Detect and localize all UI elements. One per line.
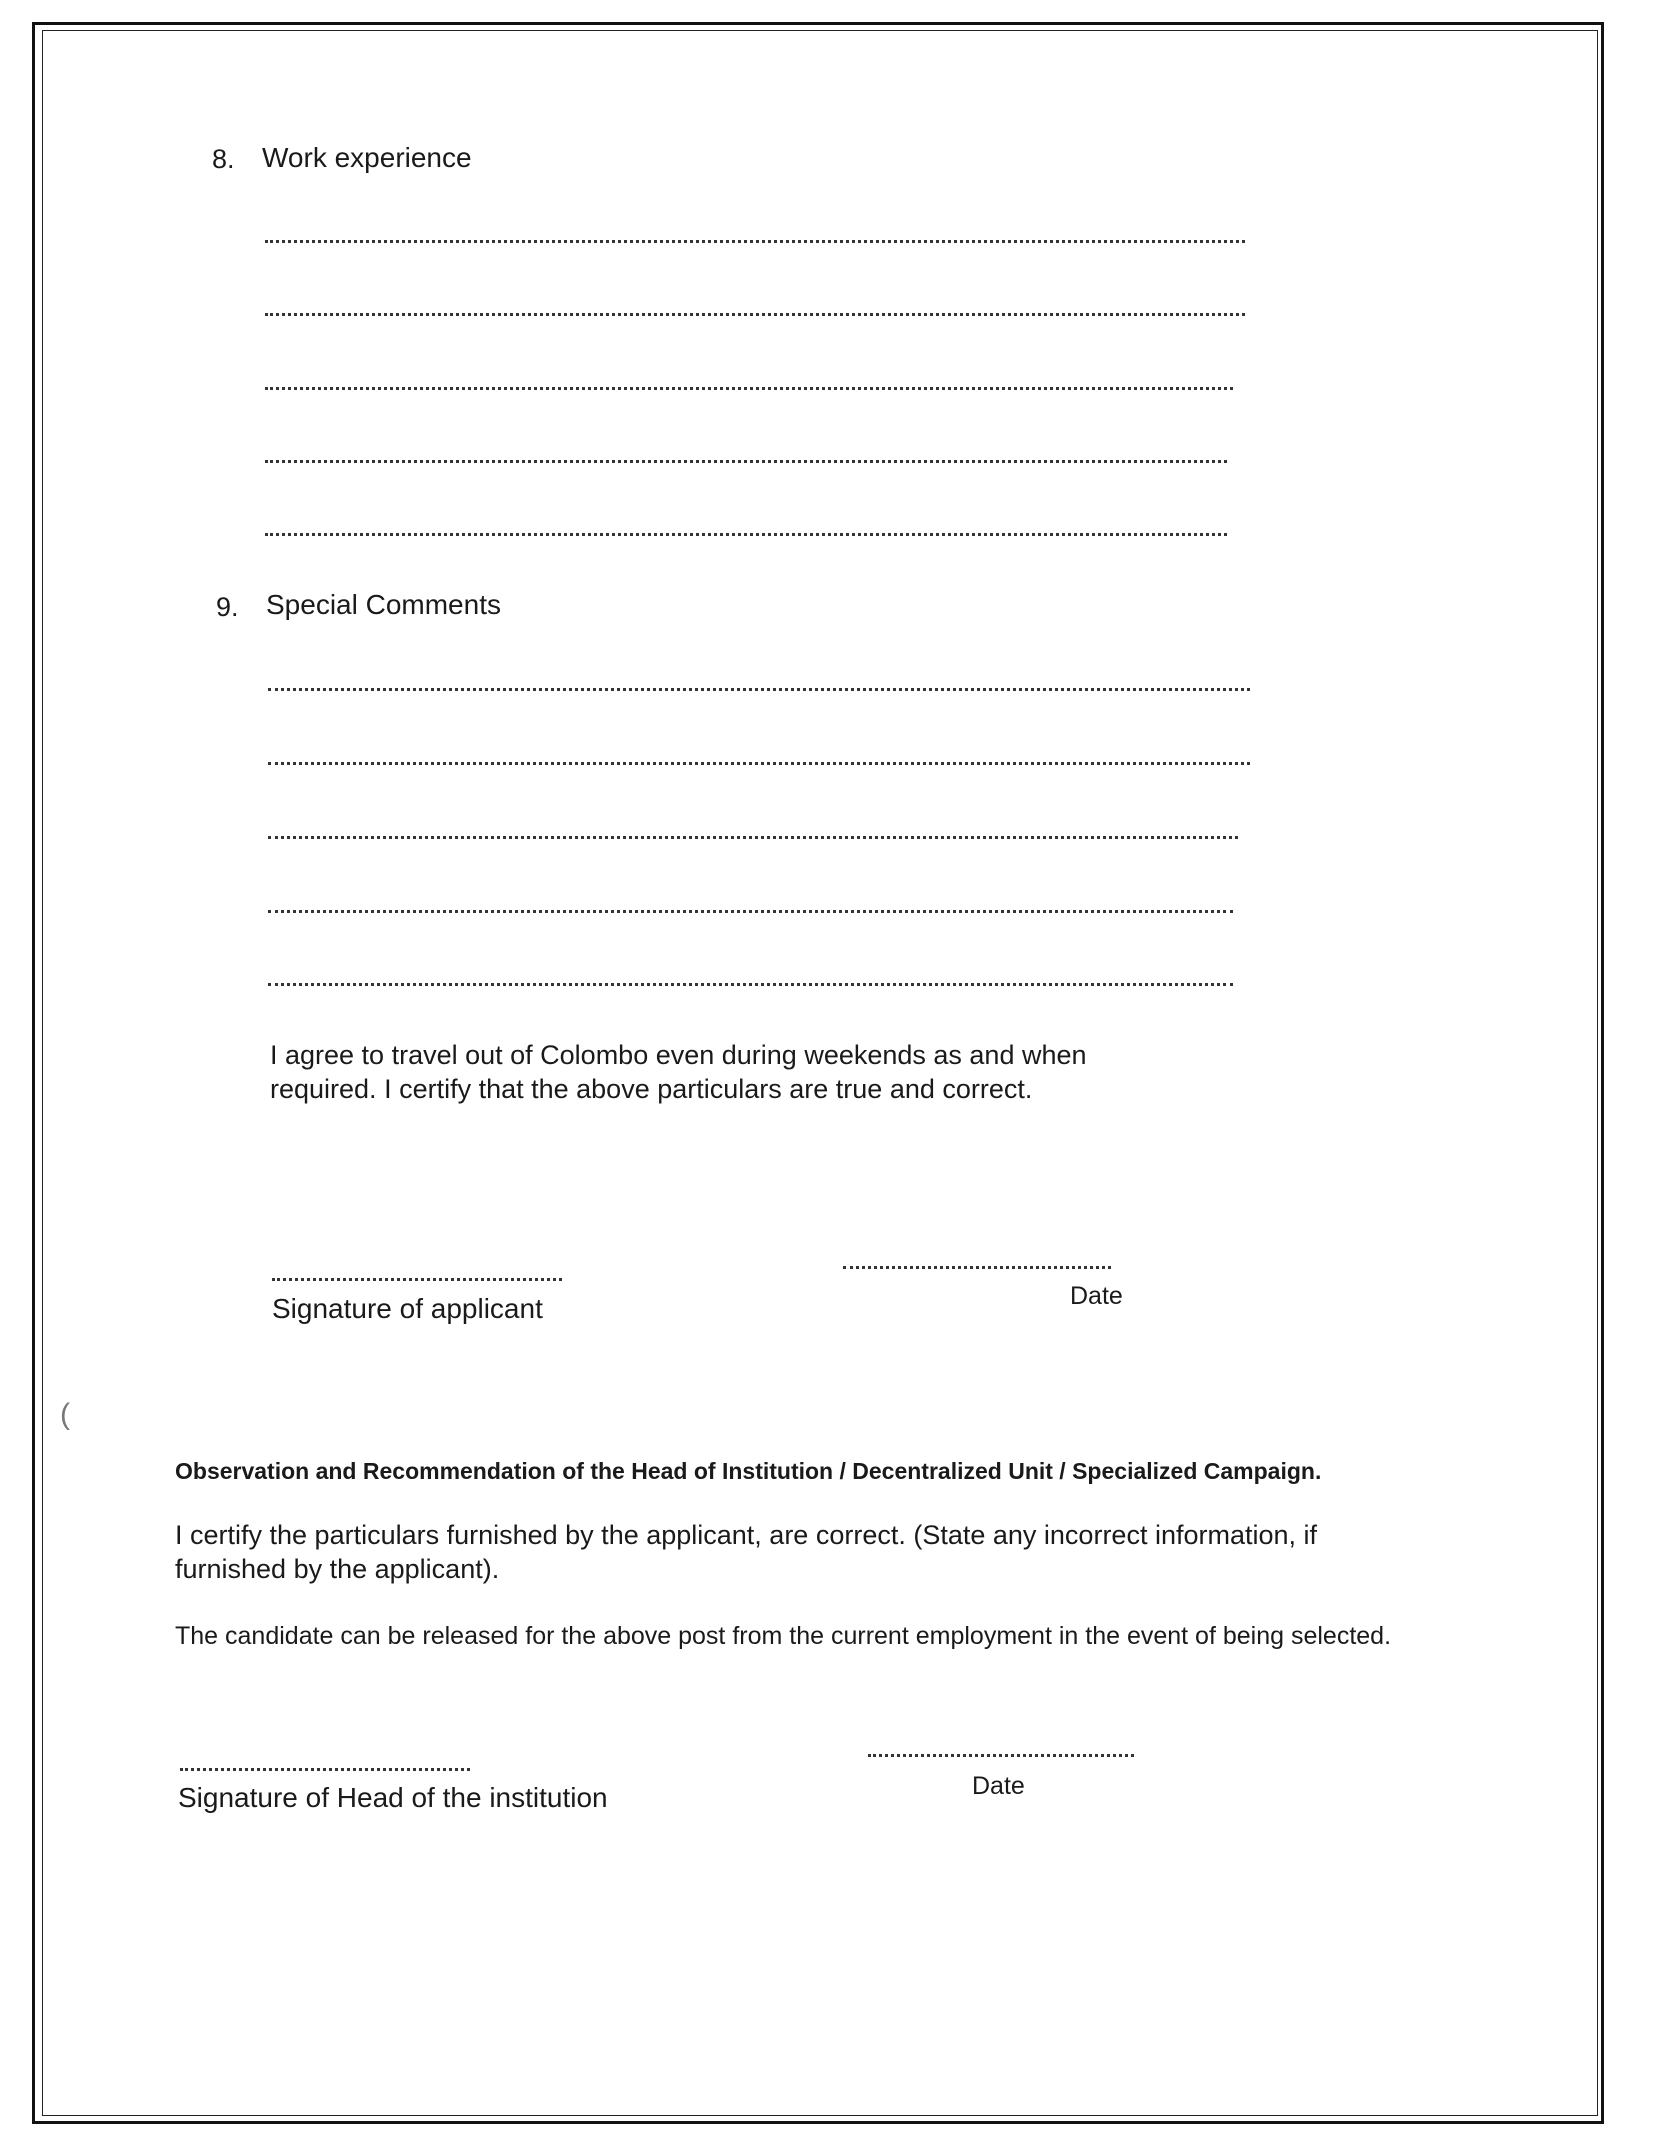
applicant-signature-field[interactable] (272, 1278, 562, 1281)
work-experience-line-4[interactable] (265, 460, 1227, 463)
special-comments-line-3[interactable] (268, 836, 1238, 839)
work-experience-line-3[interactable] (265, 387, 1233, 390)
section-8-number: 8. (212, 144, 235, 174)
section-8-title: Work experience (262, 142, 472, 173)
declaration-line-2: required. I certify that the above particulars are true and correct. (270, 1074, 1033, 1104)
special-comments-line-1[interactable] (268, 688, 1250, 691)
head-certify-line-1: I certify the particulars furnished by the applicant, are correct. (State any incorrect information, if (175, 1520, 1318, 1550)
section-9-title: Special Comments (266, 589, 501, 620)
applicant-date-field[interactable] (843, 1266, 1111, 1269)
head-date-field[interactable] (868, 1754, 1134, 1757)
special-comments-line-4[interactable] (268, 910, 1233, 913)
declaration-line-1: I agree to travel out of Colombo even during weekends as and when (270, 1040, 1087, 1070)
special-comments-line-5[interactable] (268, 983, 1233, 986)
applicant-date-label: Date (1070, 1282, 1123, 1310)
scan-mark: ( (60, 1398, 70, 1431)
head-signature-field[interactable] (180, 1768, 470, 1771)
head-section-heading: Observation and Recommendation of the Head of Institution / Decentralized Unit / Specialized Campaign. (175, 1458, 1322, 1484)
head-signature-label: Signature of Head of the institution (178, 1782, 608, 1813)
work-experience-line-5[interactable] (265, 533, 1227, 536)
special-comments-line-2[interactable] (268, 762, 1250, 765)
head-certify-text (175, 1518, 1317, 1586)
head-date-label: Date (972, 1772, 1025, 1800)
section-9-number: 9. (216, 592, 239, 622)
applicant-signature-label: Signature of applicant (272, 1293, 543, 1324)
work-experience-line-2[interactable] (265, 313, 1245, 316)
head-certify-line-2: furnished by the applicant). (175, 1554, 500, 1584)
release-statement: The candidate can be released for the above post from the current employment in the event of being selected. (175, 1622, 1392, 1650)
work-experience-line-1[interactable] (265, 240, 1245, 243)
declaration-text (270, 1038, 1087, 1106)
